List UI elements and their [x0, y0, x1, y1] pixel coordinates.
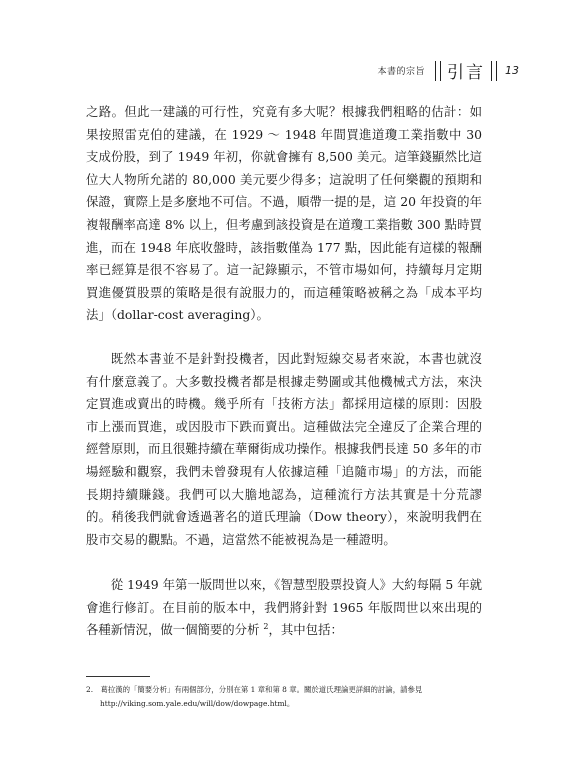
footnote-reference[interactable]: 2 — [263, 622, 269, 632]
chapter-title: 引言 — [447, 63, 485, 83]
header-divider-right — [491, 61, 497, 81]
paragraph-3 — [86, 574, 482, 642]
footnote — [86, 683, 491, 711]
paragraph-2: 既然本書並不是針對投機者，因此對短線交易者來說，本書也就沒有什麼意義了。大多數投機者都是根據走勢圖或其他機械式方法，來決定買進或賣出的時機。幾乎所有「技術方法」都採用這樣的原則：因股市上漲而買進，或因股市下跌而賣出。這種做法完全違反了企業合理的經營原則，而且很難持續在華爾街成功操作。根據我們長達 50 多年的市場經驗和觀察，我們未曾發現有人依據這種「追隨市場」的方法，而能長期持續賺錢。我們可以大膽地認為，這種流行方法其實是十分荒謬的。稍後我們就會透過著名的道氏理論（Dow theory），來說明我們在股市交易的觀點。不過，這當然不能被視為是一種證明。 — [86, 350, 482, 547]
footnote-url[interactable]: http://viking.som.yale.edu/will/dow/dowpage.html。 — [100, 699, 295, 708]
footnote-separator — [86, 676, 150, 677]
paragraph-3-text: 從 1949 年第一版問世以來，《智慧型股票投資人》大約每隔 5 年就會進行修訂。在目前的版本中，我們將針對 1965 年版問世以來出現的各種新情況，做一個簡要的分析 — [86, 577, 482, 638]
header-divider-left — [435, 61, 441, 81]
page-number: 13 — [505, 64, 519, 77]
book-section-title: 本書的宗旨 — [377, 67, 425, 77]
running-header — [377, 58, 519, 83]
footnote-text: 2. 葛拉漢的「簡要分析」有兩個部分，分別在第 1 章和第 8 章。關於道氏理論更詳細的討論，請參見 — [86, 685, 423, 694]
paragraph-3-end: ，其中包括： — [268, 622, 343, 638]
paragraph-1: 之路。但此一建議的可行性，究竟有多大呢？根據我們粗略的估計：如果按照雷克伯的建議，在 1929 ～ 1948 年間買進道瓊工業指數中 30 支成份股，到了 1949 年初，你就會擁有 8,500 美元。這筆錢顯然比這位大人物所允諾的 80,000 美元要少得多；這說明了任何樂觀的預期和保證，實際上是多麼地不可信。不過，順帶一提的是，這 20 年投資的年複報酬率高達 8% 以上，但考慮到該投資是在道瓊工業指數 300 點時買進，而在 1948 年底收盤時，該指數僅為 177 點，因此能有這樣的報酬率已經算是很不容易了。這一記錄顯示，不管市場如何，持續每月定期買進優質股票的策略是很有說服力的，而這種策略被稱之為「成本平均法」（dollar-cost averaging）。 — [86, 104, 482, 323]
body-text — [86, 101, 482, 642]
